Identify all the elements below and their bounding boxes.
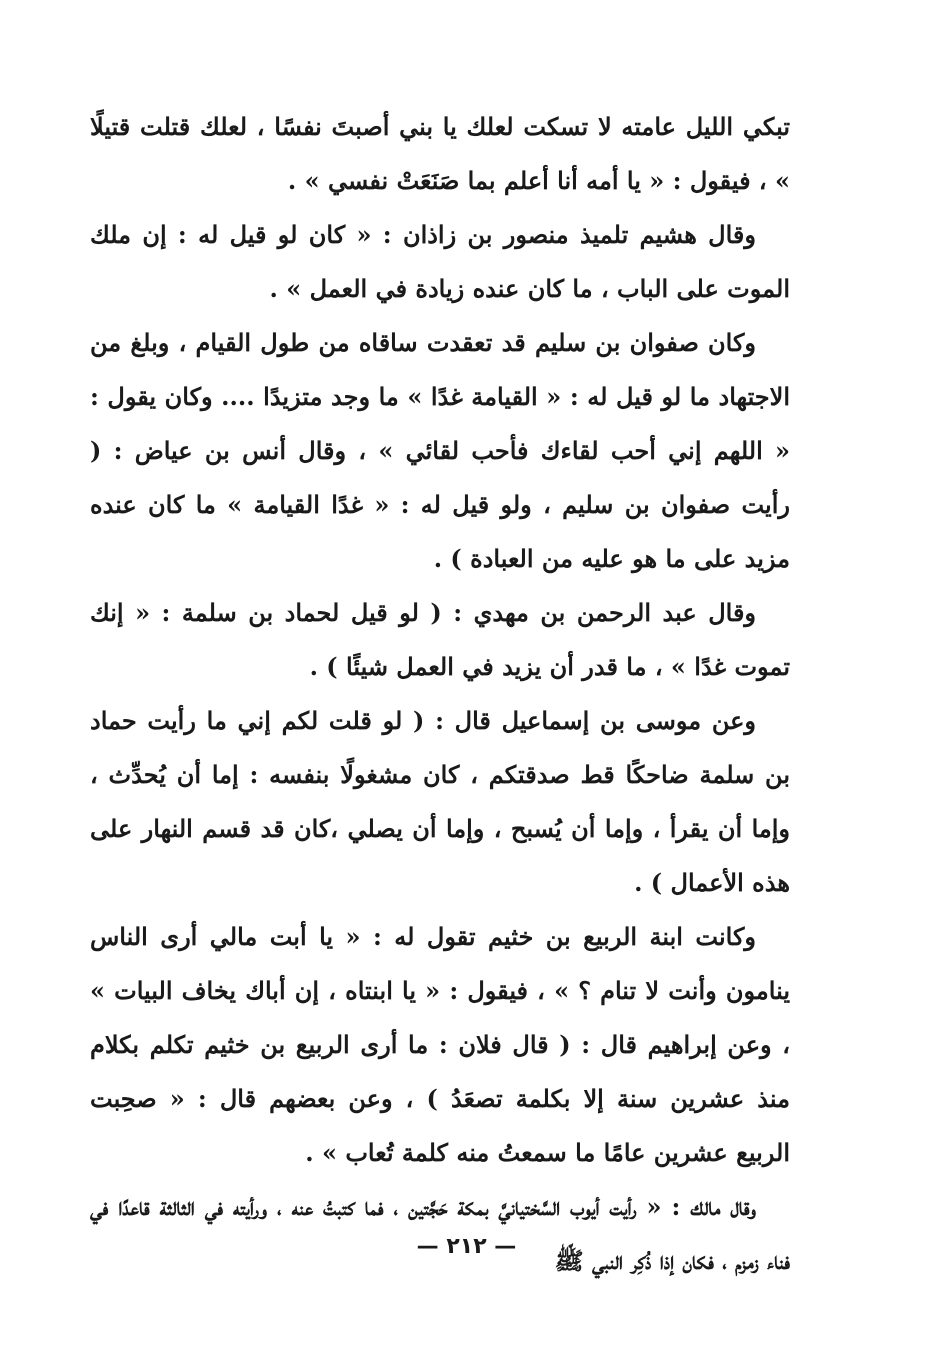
paragraph-5: وعن موسى بن إسماعيل قال : ( لو قلت لكم إني ما رأيت حماد بن سلمة ضاحكًا قط صدقتكم ، كان مشغولًا بنفسه : إما أن يُحدِّث ، وإما أن يقرأ ، وإما أن يُسبح ، وإما أن يصلي ،كان قد قسم النهار على هذه الأعمال ) .	[90, 706, 790, 897]
paragraph-2: وقال هشيم تلميذ منصور بن زاذان : « كان لو قيل له : إن ملك الموت على الباب ، ما كان عنده زيادة في العمل » .	[90, 220, 790, 303]
paragraph-3: وكان صفوان بن سليم قد تعقدت ساقاه من طول القيام ، وبلغ من الاجتهاد ما لو قيل له : « القيامة غدًا » ما وجد متزيدًا .... وكان يقول : « اللهم إني أحب لقاءك فأحب لقائي » ، وقال أنس بن عياض : ( رأيت صفوان بن سليم ، ولو قيل له : « غدًا القيامة » ما كان عنده مزيد على ما هو عليه من العبادة ) .	[90, 328, 790, 573]
paragraph-4: وقال عبد الرحمن بن مهدي : ( لو قيل لحماد بن سلمة : « إنك تموت غدًا » ، ما قدر أن يزيد في العمل شيئًا ) .	[90, 598, 790, 681]
paragraph-6: وكانت ابنة الربيع بن خثيم تقول له : « يا أبت مالي أرى الناس ينامون وأنت لا تنام ؟ » ، فيقول : « يا ابنتاه ، إن أباك يخاف البيات » ، وعن إبراهيم قال : ( قال فلان : ما أرى الربيع بن خثيم تكلم بكلام منذ عشرين سنة إلا بكلمة تصعَدُ ) ، وعن بعضهم قال : « صحِبت الربيع عشرين عامًا ما سمعتُ منه كلمة تُعاب » .	[90, 922, 790, 1167]
paragraph-7: وقال مالك : « رأيت أيوب السَّختيانيَّ بمكة حَجَّتين ، فما كتبتُ عنه ، ورأيته في الثالثة قاعدًا في فناء زمزم ، فكان إذا ذُكِر النبي ﷺ	[90, 1192, 790, 1275]
paragraph-1: تبكي الليل عامته لا تسكت لعلك يا بني أصبتَ نفسًا ، لعلك قتلت قتيلًا » ، فيقول : « يا أمه أنا أعلم بما صَنَعَتْ نفسي » .	[90, 112, 790, 195]
page-number: — ٢١٢ —	[416, 1234, 517, 1259]
page-body	[90, 100, 790, 1280]
